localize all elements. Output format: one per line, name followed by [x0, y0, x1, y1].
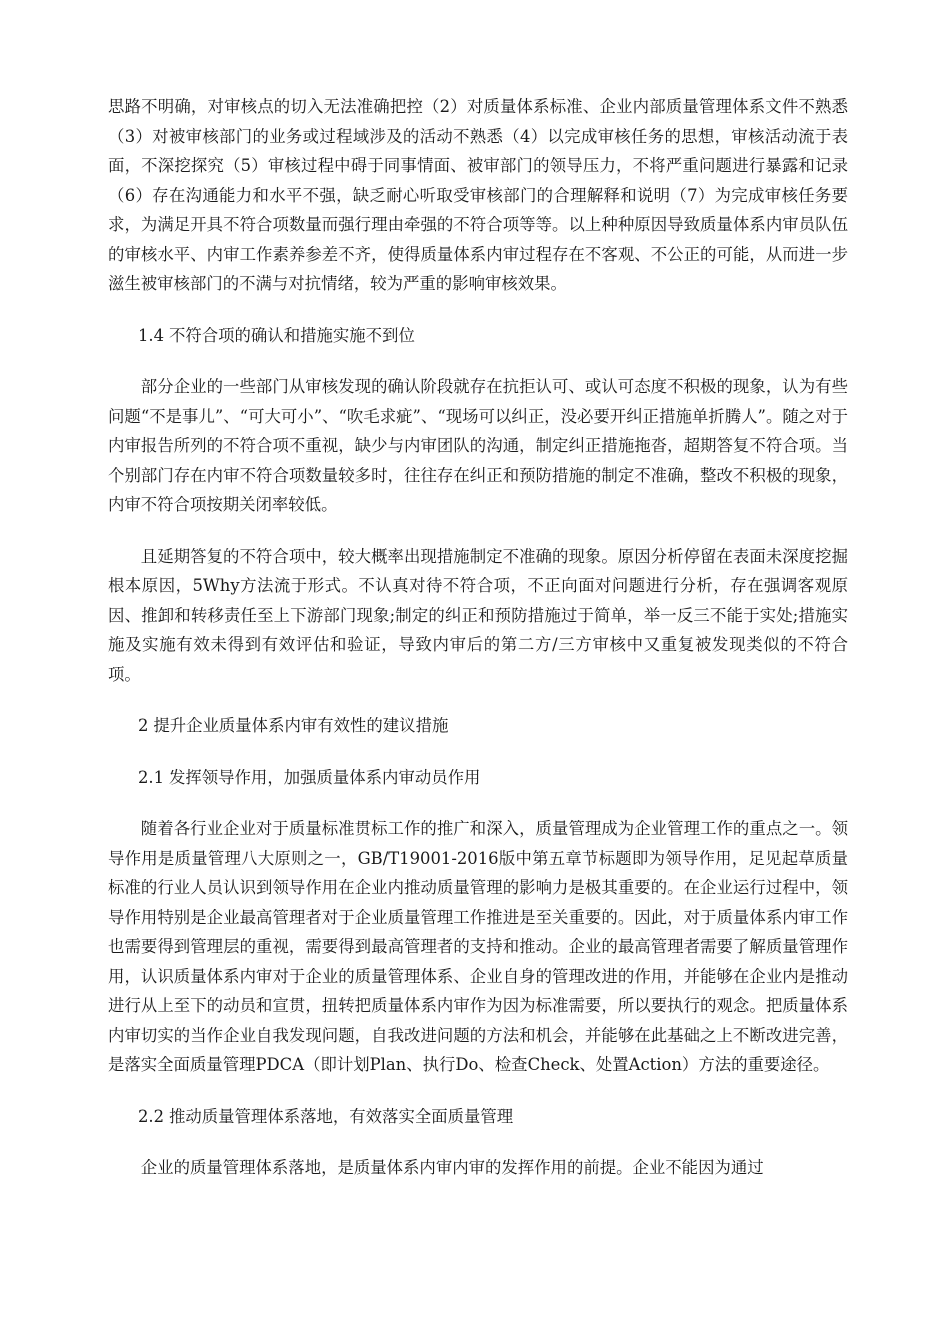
section-number: 2 [138, 716, 149, 735]
section-title: 提升企业质量体系内审有效性的建议措施 [153, 716, 449, 735]
section-title: 不符合项的确认和措施实施不到位 [168, 325, 415, 345]
section-number: 2.1 [138, 767, 165, 787]
body-paragraph: 部分企业的一些部门从审核发现的确认阶段就存在抗拒认可、或认可态度不积极的现象，认为有些问题“不是事儿”、“可大可小”、“吹毛求疵”、“现场可以纠正，没必要开纠正措施单折腾人”。随之对于内审报告所列的不符合项不重视，缺少与内审团队的沟通，制定纠正措施拖沓，超期答复不符合项。当个别部门存在内审不符合项数量较多时，往往存在纠正和预防措施的制定不准确，整改不积极的现象，内审不符合项按期关闭率较低。 [108, 377, 848, 514]
body-paragraph: 企业的质量管理体系落地，是质量体系内审内审的发挥作用的前提。企业不能因为通过 [140, 1158, 764, 1177]
section-heading-2 [108, 711, 848, 741]
document-page [108, 92, 848, 1205]
body-paragraph: 且延期答复的不符合项中，较大概率出现措施制定不准确的现象。原因分析停留在表面未深度挖掘根本原因，5Why方法流于形式。不认真对待不符合项，不正向面对问题进行分析，存在强调客观原因、推卸和转移责任至上下游部门现象;制定的纠正和预防措施过于简单，举一反三不能于实处;措施实施及实施有效未得到有效评估和验证，导致内审后的第二方/三方审核中又重复被发现类似的不符合项。 [108, 546, 848, 684]
body-paragraph: 思路不明确，对审核点的切入无法准确把控（2）对质量体系标准、企业内部质量管理体系文件不熟悉（3）对被审核部门的业务或过程域涉及的活动不熟悉（4）以完成审核任务的思想，审核活动流于表面，不深挖探究（5）审核过程中碍于同事情面、被审部门的领导压力，不将严重问题进行暴露和记录（6）存在沟通能力和水平不强，缺乏耐心听取受审核部门的合理解释和说明（7）为完成审核任务要求，为满足开具不符合项数量而强行理由牵强的不符合项等等。以上种种原因导致质量体系内审员队伍的审核水平、内审工作素养参差不齐，使得质量体系内审过程存在不客观、不公正的可能，从而进一步滋生被审核部门的不满与对抗情绪，较为严重的影响审核效果。 [108, 97, 848, 293]
section-number: 1.4 [138, 325, 165, 345]
section-title: 发挥领导作用，加强质量体系内审动员作用 [168, 767, 481, 787]
body-paragraph: 随着各行业企业对于质量标准贯标工作的推广和深入，质量管理成为企业管理工作的重点之一。领导作用是质量管理八大原则之一，GB/T19001-2016版中第五章节标题即为领导作用，足见起草质量标准的行业人员认识到领导作用在企业内推动质量管理的影响力是极其重要的。在企业运行过程中，领导作用特别是企业最高管理者对于企业质量管理工作推进是至关重要的。因此，对于质量体系内审工作也需要得到管理层的重视，需要得到最高管理者的支持和推动。企业的最高管理者需要了解质量管理作用，认识质量体系内审对于企业的质量管理体系、企业自身的管理改进的作用，并能够在企业内是推动进行从上至下的动员和宣贯，扭转把质量体系内审作为因为标准需要，所以要执行的观念。把质量体系内审切实的当作企业自我发现问题，自我改进问题的方法和机会，并能够在此基础之上不断改进完善，是落实全面质量管理PDCA（即计划Plan、执行Do、检查Check、处置Action）方法的重要途径。 [108, 819, 848, 1074]
section-heading-2-1 [108, 763, 848, 793]
section-heading-1-4 [108, 321, 848, 351]
section-title: 推动质量管理体系落地，有效落实全面质量管理 [168, 1106, 514, 1126]
section-heading-2-2 [108, 1102, 848, 1132]
section-number: 2.2 [138, 1106, 165, 1126]
